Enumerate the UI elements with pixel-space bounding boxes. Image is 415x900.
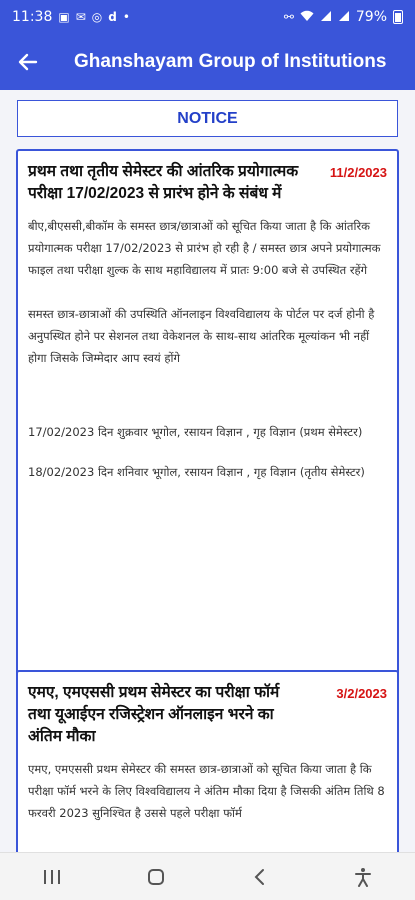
nav-back-button[interactable] xyxy=(235,853,283,900)
signal-icon xyxy=(338,10,350,25)
home-button[interactable] xyxy=(132,853,180,900)
notice-paragraph: एमए, एमएससी प्रथम सेमेस्टर की समस्त छात्र-छात्राओं को सूचित किया जाता है कि परीक्षा फॉर्म भरने के लिए विश्वविद्यालय ने अंतिम मौका दिया है जिसकी अंतिम तिथि 8 फरवरी 2023 सुनिश्चित है उससे पहले परीक्षा फॉर्म xyxy=(28,762,385,820)
system-nav-bar xyxy=(0,852,415,900)
signal-icon xyxy=(320,10,332,25)
notice-heading: NOTICE xyxy=(17,100,398,137)
battery-percent: 79% xyxy=(355,9,387,25)
notice-list[interactable] xyxy=(0,90,415,852)
wifi-icon xyxy=(300,10,314,25)
notice-paragraph: 17/02/2023 दिन शुक्रवार भूगोल, रसायन विज्ञान , गृह विज्ञान (प्रथम सेमेस्टर) xyxy=(28,425,363,439)
accessibility-button[interactable] xyxy=(339,853,387,900)
recent-apps-icon xyxy=(43,869,61,885)
dot-icon: • xyxy=(122,10,130,24)
circle-icon: ◎ xyxy=(91,10,103,24)
notice-card[interactable] xyxy=(16,670,399,852)
back-button[interactable] xyxy=(0,34,56,90)
back-icon xyxy=(253,868,265,886)
battery-icon xyxy=(393,10,403,24)
link-icon: ⚯ xyxy=(283,10,294,24)
notice-title: प्रथम तथा तृतीय सेमेस्टर की आंतरिक प्रयोगात्मक परीक्षा 17/02/2023 से प्रारंभ होने के संबंध में xyxy=(28,163,299,202)
recent-apps-button[interactable] xyxy=(28,853,76,900)
email-icon: ✉ xyxy=(75,10,86,24)
arrow-left-icon xyxy=(18,52,38,72)
notice-date: 3/2/2023 xyxy=(336,686,387,701)
app-bar xyxy=(0,34,415,90)
notice-date: 11/2/2023 xyxy=(329,165,387,180)
home-icon xyxy=(147,868,165,886)
d-letter-icon: d xyxy=(108,10,117,24)
accessibility-icon xyxy=(354,867,372,887)
image-icon: ▣ xyxy=(58,10,70,24)
status-bar xyxy=(0,0,415,34)
page-title: Ghanshayam Group of Institutions xyxy=(74,51,387,72)
notice-paragraph: बीए,बीएससी,बीकॉम के समस्त छात्र/छात्राओं को सूचित किया जाता है कि आंतरिक प्रयोगात्मक परीक्षा 17/02/2023 से प्रारंभ हो रही है / समस्त छात्र अपने प्रयोगात्मक फाइल तथा परीक्षा शुल्क के साथ महाविद्यालय में प्रातः 9:00 बजे से उपस्थित रहेंगे xyxy=(28,219,381,277)
notice-paragraph: 18/02/2023 दिन शनिवार भूगोल, रसायन विज्ञान , गृह विज्ञान (तृतीय सेमेस्टर) xyxy=(28,465,365,479)
notice-title: एमए, एमएससी प्रथम सेमेस्टर का परीक्षा फॉर्म तथा यूआईएन रजिस्ट्रेशन ऑनलाइन भरने का अंतिम मौका xyxy=(28,684,280,745)
status-time: 11:38 xyxy=(12,9,53,25)
notice-card[interactable] xyxy=(16,149,399,737)
notice-paragraph: समस्त छात्र-छात्राओं की उपस्थिति ऑनलाइन विश्वविद्यालय के पोर्टल पर दर्ज होनी है अनुपस्थित होने पर सेशनल तथा वेकेशनल के साथ-साथ आंतरिक मूल्यांकन भी नहीं होगा जिसके जिम्मेदार आप स्वयं होंगे xyxy=(28,307,375,365)
